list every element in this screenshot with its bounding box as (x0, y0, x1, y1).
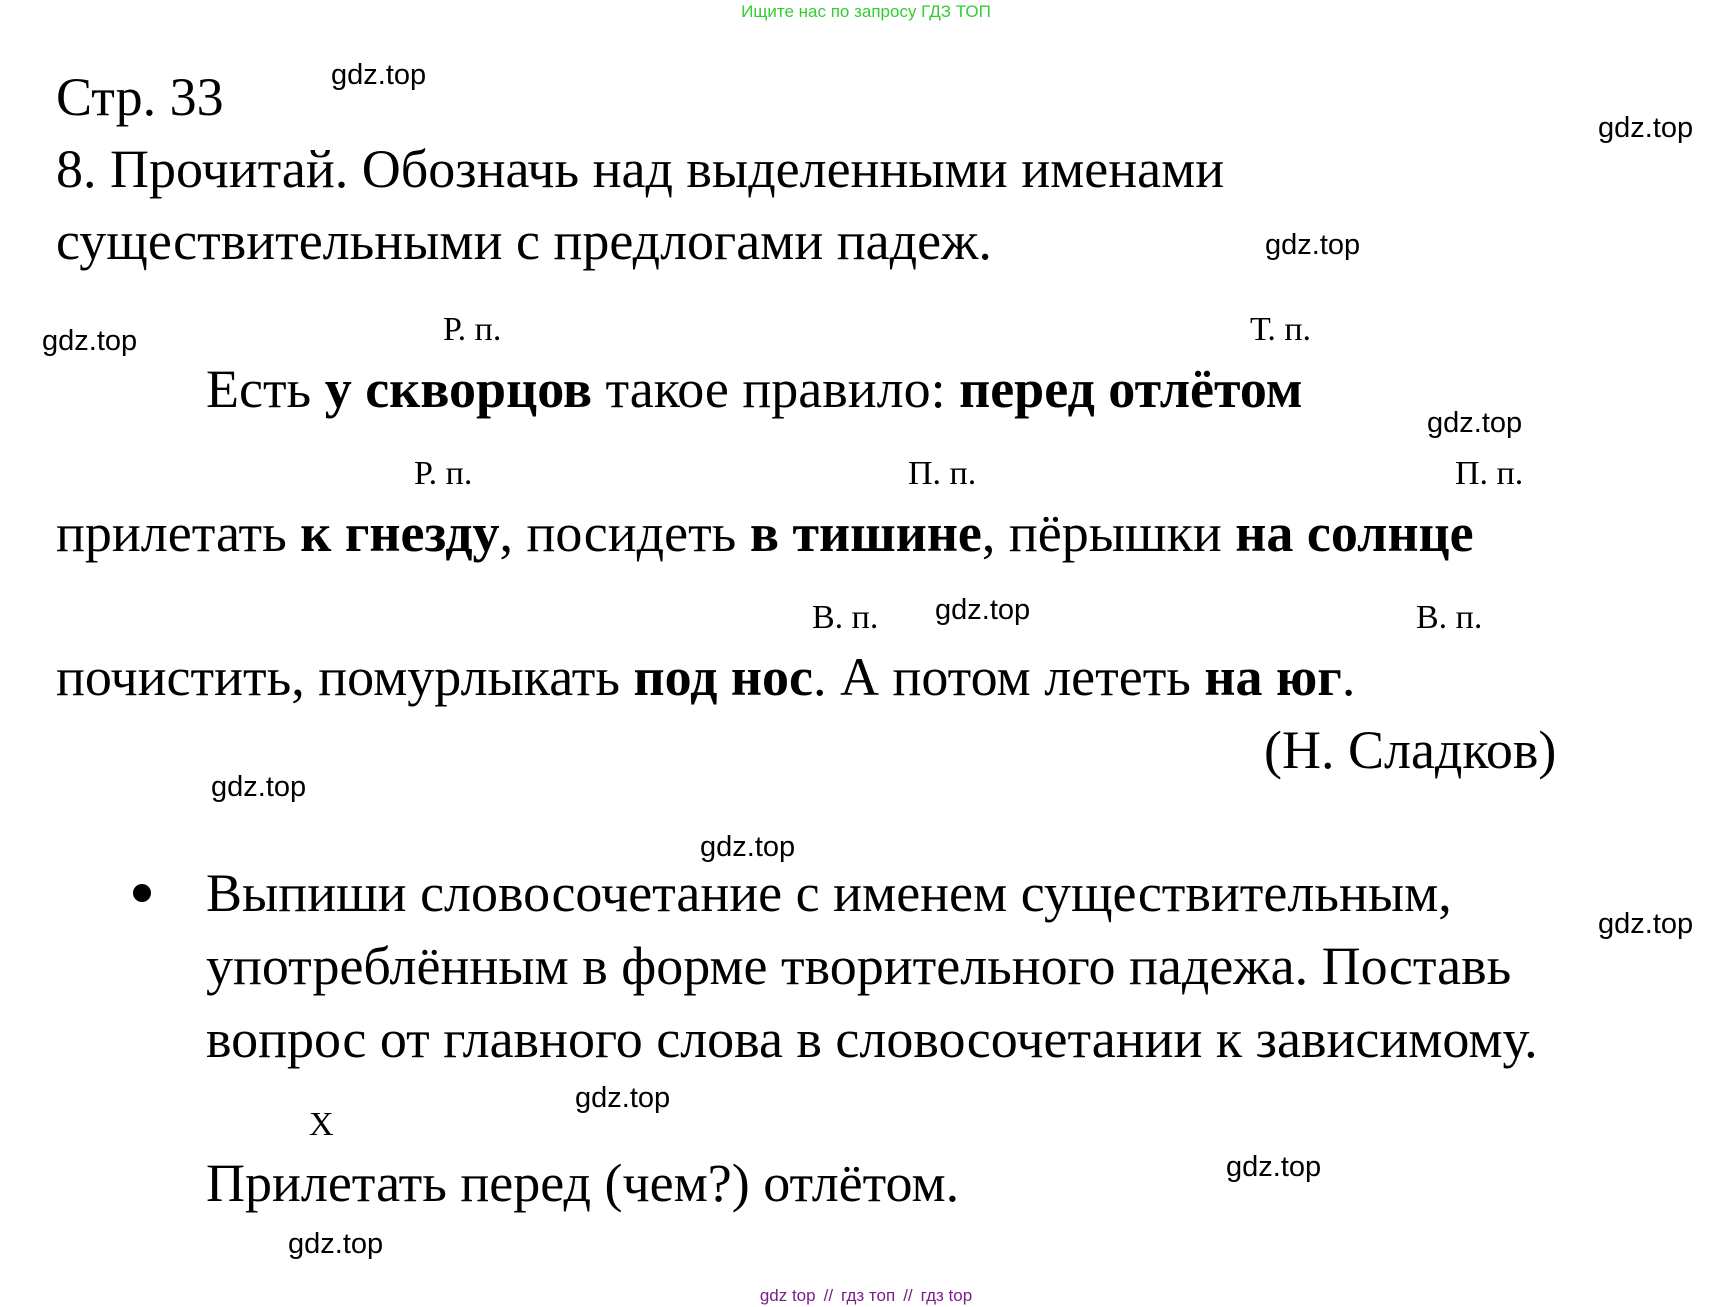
watermark: gdz.top (1265, 229, 1361, 261)
watermark: gdz.top (1427, 407, 1523, 439)
text-line-1 (206, 358, 1303, 420)
watermark: gdz.top (42, 325, 138, 357)
footer-link[interactable]: гдз топ (841, 1286, 896, 1305)
watermark: gdz.top (1598, 908, 1694, 940)
watermark: gdz.top (1598, 112, 1694, 144)
highlighted-noun: перед отлётом (959, 359, 1303, 419)
case-label: Р. п. (414, 455, 473, 492)
text-fragment: . А потом лететь (813, 647, 1205, 707)
main-word-mark: Х (309, 1106, 334, 1143)
case-label: В. п. (1416, 599, 1483, 636)
case-label: Т. п. (1250, 311, 1312, 348)
footer-links (0, 1285, 1732, 1307)
text-fragment: почистить, помурлыкать (56, 647, 634, 707)
text-fragment: , посидеть (499, 503, 750, 563)
bullet-line-3: вопрос от главного слова в словосочетании к зависимому. (206, 1009, 1538, 1069)
text-line-2 (56, 502, 1474, 564)
watermark: gdz.top (700, 831, 796, 863)
author-attribution: (Н. Сладков) (1264, 720, 1557, 780)
task-instruction-line-2: существительными с предлогами падеж. (56, 211, 992, 271)
task-instruction-line-1: 8. Прочитай. Обозначь над выделенными именами (56, 139, 1225, 199)
highlighted-noun: в тишине (749, 503, 982, 563)
case-label: П. п. (1455, 455, 1524, 492)
case-label: Р. п. (443, 311, 502, 348)
text-fragment: Есть (206, 359, 325, 419)
text-fragment: прилетать (56, 503, 301, 563)
case-label: П. п. (908, 455, 977, 492)
highlighted-noun: на солнце (1235, 503, 1474, 563)
highlighted-noun: под нос (633, 647, 813, 707)
watermark: gdz.top (935, 594, 1031, 626)
highlighted-noun: к гнезду (300, 503, 500, 563)
bullet-icon (133, 884, 151, 902)
bullet-line-2: употреблённым в форме творительного падежа. Поставь (206, 936, 1512, 996)
page-number: Стр. 33 (56, 67, 224, 127)
text-fragment: такое правило: (592, 359, 960, 419)
answer-text: Прилетать перед (чем?) отлётом. (206, 1153, 960, 1213)
footer-separator: // (823, 1286, 834, 1305)
watermark: gdz.top (1226, 1151, 1322, 1183)
watermark: gdz.top (331, 59, 427, 91)
top-banner[interactable]: Ищите нас по запросу ГДЗ ТОП (741, 2, 991, 21)
footer-separator: // (903, 1286, 913, 1305)
footer-link[interactable]: гдз top (920, 1286, 973, 1305)
text-fragment: . (1341, 647, 1356, 707)
watermark: gdz.top (288, 1228, 384, 1260)
text-fragment: , пёрышки (981, 503, 1236, 563)
bullet-line-1: Выпиши словосочетание с именем существительным, (206, 863, 1452, 923)
text-line-3 (56, 646, 1355, 708)
highlighted-noun: у скворцов (324, 359, 593, 419)
highlighted-noun: на юг (1204, 647, 1342, 707)
footer-link[interactable]: gdz top (759, 1286, 816, 1305)
watermark: gdz.top (211, 771, 307, 803)
case-label: В. п. (812, 599, 879, 636)
watermark: gdz.top (575, 1082, 671, 1114)
